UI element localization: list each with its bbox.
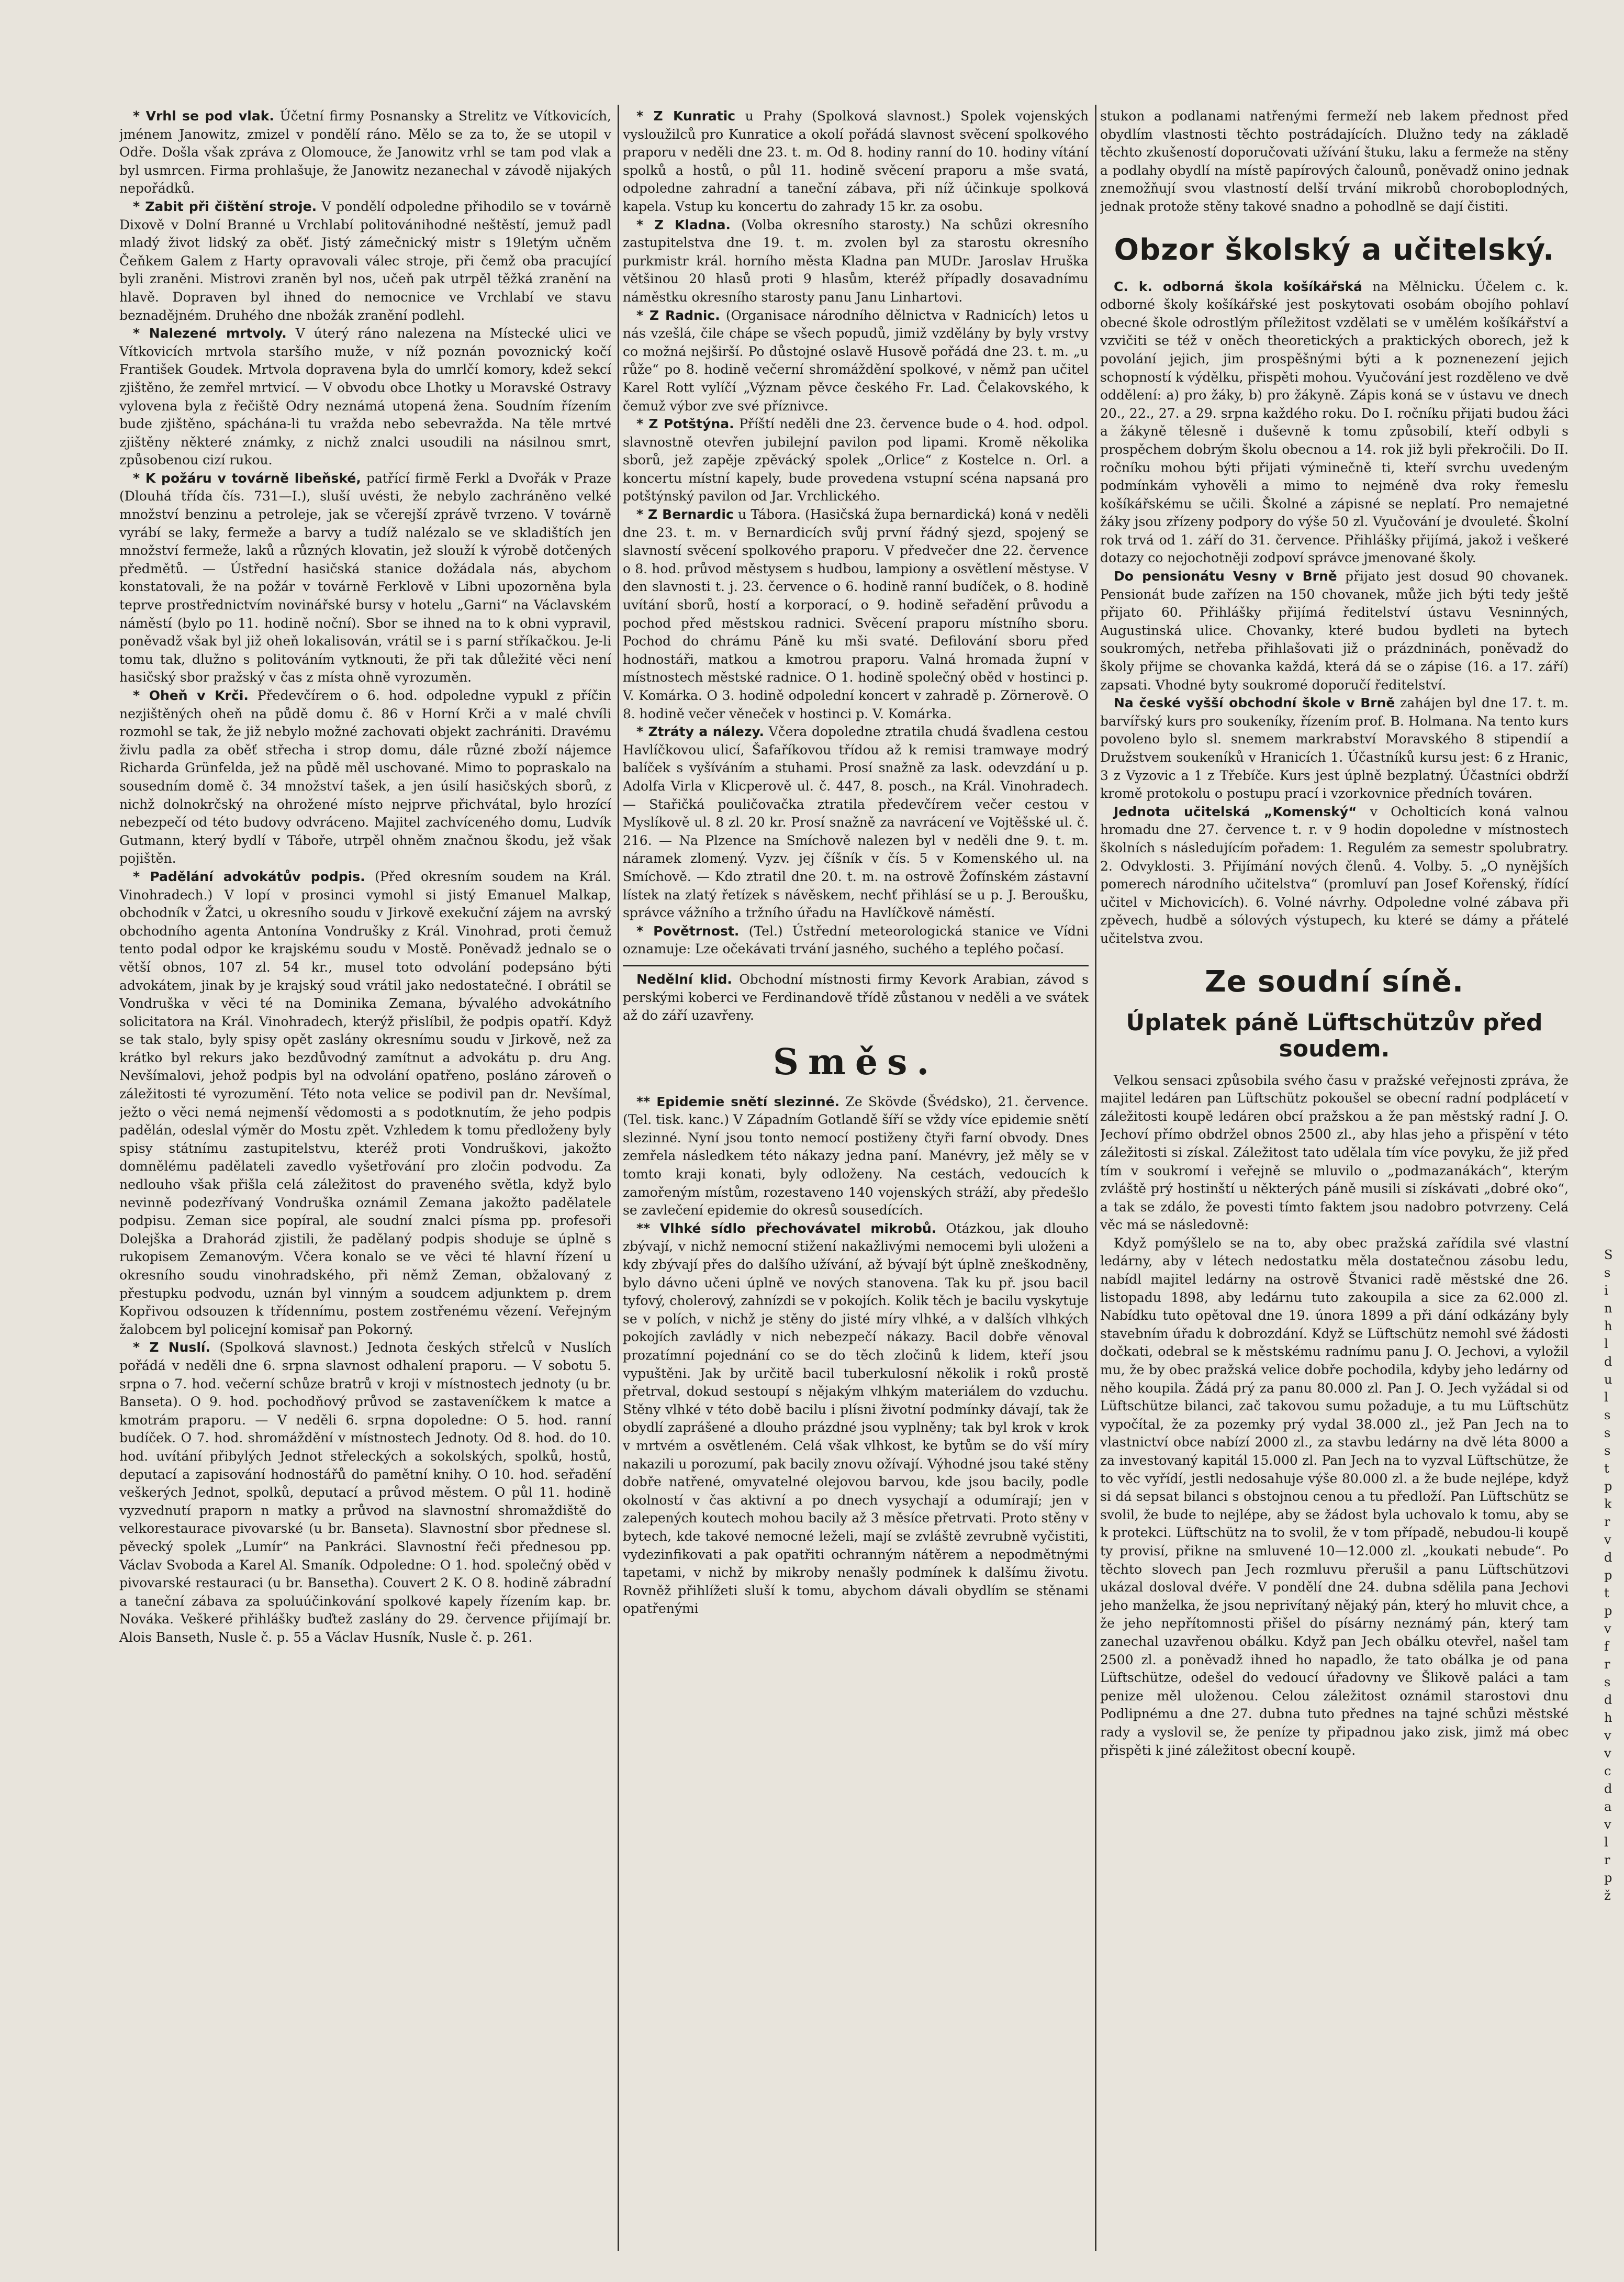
edge-fragment: p [1604,1871,1612,1885]
news-item-text: Příští neděli dne 23. července bude o 4. hod. odpol. slavnostně otevřen jubilejní pavilon pod lipami. Kromě několika sborů, jež zapěje zpěvácký spolek „Orlice“ z Kostelce n. Orl. a koncertu místní kapely, bude provedena vstupní scéna napsaná pro potštýnský pavilon od Jar. Vrchlického. [623,416,1089,504]
edge-fragment: c [1604,1764,1611,1778]
news-item-text: v Ocholticích koná valnou hromadu dne 27. července t. r. v 9 hodin dopoledne v místnostech školních s následujícím pořadem: 1. Regulém za semestr spolubratry. 2. Odvyklosti. 3. Přijímání nových členů. 4. Volby. 5. „O nynějších pomerech národního učitelstva“ (promluví pan Josef Kořenský, řídící učitel v Michovicích). 6. Volné návrhy. Odpoledne volné zábava při zpěvech, hudbě a sólových výstupech, ku které se dámy a přátelé učitelstva zvou. [1100,804,1569,946]
edge-fragment: i [1604,1283,1608,1298]
edge-fragment: l [1604,1337,1608,1351]
edge-fragment: k [1604,1497,1612,1511]
news-item [1100,278,1569,568]
edge-fragment: ž [1604,1888,1611,1903]
news-item-text: Ze Skövde (Švédsko), 21. července. (Tel. tisk. kanc.) V Západním Gotlandě šíří se vždy více epidemie snětí slezinné. Nyní jsou tonto nemocí postiženy čtyři farní obvody. Dnes zemřela následkem této nákazy jedna paní. Manévry, jež měly se v tomto kraji konati, byly odloženy. Na cestách, vedoucích k zamořeným místům, rozestaveno 140 vojenských stráží, aby předešlo se zavlečení epidemie do okresů sousedících. [623,1094,1089,1218]
news-item-lead: * Nalezené mrtvoly. [133,326,287,341]
news-item [119,687,611,868]
edge-fragment: f [1604,1639,1609,1654]
section-heading-school: Obzor školský a učitelský. [1114,232,1555,267]
news-item [623,415,1089,506]
edge-fragment: s [1604,1426,1611,1440]
section-heading-court: Ze soudní síně. [1204,964,1464,999]
column-1 [119,107,611,2264]
news-item-text: Když pomýšlelo se na to, aby obec pražská zařídila své vlastní ledárny, aby v létech nedostatku měla dostatečnou zásobu ledu, nabídl majitel ledárny na ostrově Štvanici radě městské dne 26. listopadu 1898, aby ledárnu tuto zakoupila a sice za 62.000 zl. Nabídku tuto opětoval dne 19. února 1899 a při dání odkázány byly stavebním úřadu k dobrozdání. Když se Lüftschütz nemohl své žádosti dočkati, odebral se k městskému radnímu panu J. O. Jechovi, a vyložil mu, že by obec pražská velice dobře pochodila, kdyby jeho ledárny od něho koupila. Žádá prý za panu 80.000 zl. Pan J. O. Jech vyžádal si od Lüftschütze bilanci, zač takovou sumu požaduje, a tu mu Lüftschütz vypočítal, že za pozemky prý vydal 38.000 zl., jež Pan Jech na to vlastnictví obce nabízí 2000 zl., za stavbu ledárny na dvě léta 8000 a za investovaný kapitál 15.000 zl. Pan Jech na to vyzval Lüftschütze, že to věc vyřídí, jestli nedosahuje výše 80.000 zl. a že bude nejlépe, když si dá sepsat bilanci s obstojnou cenou a tu předloží. Pan Lüftschütz se svolil, že bude to nejlépe, aby se žádost byla uchovalo k tomu, aby se k protekci. Lüftschütz na to svolil, že v tom případě, nebudou-li koupě ty provisí, přikne na smluvené 10—12.000 zl. „koukati nebude“. Po těchto slovech pan Jech rozmluvu přerušil a panu Lüftschützovi ukázal dosloval dvéře. V pondělí dne 24. dubna sdělila pana Jechovi jeho manželka, že jsou neprivítaný nějaký pán, který ho mluvit chce, a že jeho nepřítomnosti přišel do písárny neznámý pán, který tam zanechal uzavřenou obálku. Když pan Jech obálku otevřel, našel tam 2500 zl. a poněvadž ihned ho napadlo, že tato obálka je od pana Lüftschütze, odešel do vedoucí úřadovny ve Šlikově paláci a tam penize měl uloženou. Celou záležitost oznámil starostovi dnu Podlipnému a dne 27. dubna tuto přednes na tajné schůzi městské rady a vyslovil se, že peníze ty připadnou jako zisk, jimž má obec přispěti k jiné záležitost obecní koupě. [1100,1235,1569,1758]
edge-fragment: p [1604,1479,1612,1494]
edge-fragment: S [1604,1248,1613,1262]
news-item [623,723,1089,922]
news-item [1100,1072,1569,1234]
news-item [623,107,1089,216]
edge-fragment: n [1604,1301,1612,1316]
news-item [1100,803,1569,948]
edge-fragment: v [1604,1746,1611,1761]
section-divider [623,965,1089,966]
news-item [623,307,1089,416]
edge-fragment: u [1604,1372,1612,1387]
news-item [119,198,611,325]
edge-fragment: p [1604,1604,1612,1618]
edge-fragment: s [1604,1408,1611,1422]
news-item-text: Velkou sensaci způsobila svého času v pražské veřejnosti zpráva, že majitel ledáren pan Lüftschütz pokoušel se obecní radní podplácetí v záležitosti koupě ledáren obcí pražskou a že pan městský radní J. O. Jechoví přímo obdržel obnos 2500 zl., aby hlas jeho a přispění v této záležitosti si získal. Záležitost tato udělala tím více povyku, že již před tím v soukromí i veřejně se mluvilo o „podmazanákách“, kterým zvláště prý hostinští u některých páně musili si získávati „dobré oko“, a tak se zdálo, že povesti tímto faktem jsou nadobro potvrzeny. Celá věc má se následovně: [1100,1072,1569,1233]
column-3 [1100,107,1569,2264]
edge-fragment: s [1604,1443,1611,1458]
news-item-text: přijato jest dosud 90 chovanek. Pensionát bude zařízen na 150 chovanek, může jich býti tedy ještě přijato 60. Přihlášky přijímá ředitelství ústavu Vesninných, Augustinská ulice. Chovanky, které budou bydleti na bytech soukromých, netřeba přihlašovati již o prázdninách, poněvadž do školy přijme se chovanka každá, která dá se o zápise (16. a 17. září) zapsati. Vhodné byty soukromé doporučí ředitelství. [1100,569,1569,693]
column-rule-1 [618,105,619,2251]
adjacent-page-edge-fragments [1604,1246,1624,1905]
news-item-text: (Spolková slavnost.) Jednota českých střelců v Nuslích pořádá v neděli dne 6. srpna slavnost odhalení praporu. — V sobotu 5. srpna o 7. hod. večerní schůze bratrů v kroji v místnostech jednoty (u br. Banseta). O 9. hod. pochodňový průvod se zastaveníčkem k matce a kmotrám praporu. — V neděli 6. srpna dopoledne: O 5. hod. ranní budíček. O 7. hod. shromáždění v místnostech Jednoty. Od 8. hod. do 10. hod. uvítání přibylých Jednot střeleckých a sokolských, spolků, hostů, deputací a zapisování hodnostářů do pamětní knihy. O 10. hod. seřadění veškerých Jednot, spolků, deputací a průvod městem. O půl 11. hodině vyzvednutí praporn n matky a průvod na slavnostní shromaždiště do velkorestaurace pivovarské (u br. Banseta). Slavnostní sbor přednese sl. pěvecký spolek „Lumír“ na Pankráci. Slavnostní řeči přednesou pp. Václav Svoboda a Karel Al. Smaník. Odpoledne: O 1. hod. společný oběd v pivovarské restauraci (u br. Bansetha). Couvert 2 K. O 8. hodině zábradní a taneční zábava za spoluúčinkování spolkové kapely řízením kap. br. Nováka. Veškeré přihlášky buďtež zaslány do 29. července přijímají br. Alois Banseth, Nusle č. p. 55 a Václav Husník, Nusle č. p. 261. [119,1340,611,1645]
edge-fragment: d [1604,1550,1612,1565]
news-item-lead: * Ztráty a nálezy. [636,724,764,740]
column-2 [623,107,1089,2264]
edge-fragment: v [1604,1621,1611,1636]
news-item [623,1220,1089,1618]
edge-fragment: v [1604,1532,1611,1547]
news-item [119,1339,611,1646]
news-item-lead: * Z Radnic. [636,307,720,323]
news-item-text: (Organisace národního dělnictva v Radnicích) letos u nás vzešlá, čile chápe se všech popudů, jimiž vzdělány by byly vrstvy co možná nejširší. Po důstojné oslavě Husově pořádá dne 23. t. m. „u růže“ po 8. hodině večerní shromáždění spolkové, v němž pan učitel Karel Rott vylíčí „Význam pěvce českého Fr. Lad. Čelakovského, k čemuž výbor zve své příznivce. [623,307,1089,414]
news-item-text: patřící firmě Ferkl a Dvořák v Praze (Dlouhá třída čís. 731—I.), sluší uvésti, že nebylo zachráněno velké množství benzinu a petroleje, jak se včerejší zprávě tvrzeno. V továrně vyrábí se laky, fermeže a barvy a tudíž nalézalo se ve skladištích jen množství fermeže, laků a různých klovatin, jež slouží k výrobě dotčených předmětů. — Ústřední hasičská stanice dožádala nás, abychom konstatovali, že na požár v továrně Ferklově v Libni upozorněna byla teprve prostřednictvím novinářské bursy v hotelu „Garni“ na Václavském náměstí (bylo po 11. hodině noční). Sbor se ihned na to k obni vypravil, poněvadž však byl již oheň lokalisován, vrátil se i s parní stříkačkou. Je-li tomu tak, dlužno s politováním vytknouti, že při tak důležité věci není hasičský sbor pražský v čas z místa ohně vyrozuměn. [119,470,611,685]
news-item [119,470,611,687]
news-item-lead: Jednota učitelská „Komenský“ [1114,804,1357,819]
edge-fragment: r [1604,1515,1610,1529]
news-item-text: Účetní firmy Posnansky a Strelitz ve Vítkovicích, jménem Janowitz, zmizel v pondělí ráno. Mělo se za to, že se utopil v Odře. Došla však zpráva z Olomouce, že Janowitz vrhl se tam pod vlak a byl usmrcen. Firma prohlašuje, že Janowitz nezanechal v závodě nijakých nepořádků. [119,108,611,196]
news-item-lead: Nedělní klid. [636,971,732,987]
news-item [1100,567,1569,694]
news-item-lead: Do pensionátu Vesny v Brně [1114,569,1337,584]
edge-fragment: r [1604,1657,1610,1672]
section-heading-smes: Směs. [772,1041,939,1083]
news-item-text: na Mělnicku. Účelem c. k. odborné školy košíkářské jest poskytovati osobám obojího pohlaví obecné škole odrostlým příležitost vzdělati se v umělém košíkářství a vzvičiti se též v oněch theoretických a praktických oborech, jež k povolání jejich, jim prospěšnými býti a k poznenezení jejich schopností k výdělku, přispěti mohou. Vyučování jest rozděleno ve dvě oddělení: a) pro žáky, b) pro žákyně. Zápis koná se v ústavu ve dnech 20., 22., 27. a 29. srpna každého roku. Do I. ročníku přijati budou žáci a žákyně tělesně i duševně k tomu způsobilí, kteří odbyli s prospěchem dobrým školu obecnou a 14. rok již byli překročili. Do II. ročníku mohou býti přijati výminečně ti, kteří svrchu uvedeným podmínkám vyhověli a mimo to nejméně dva roky řemeslu košíkářskému se učili. Školné a zápisné se neplatí. Pro nemajetné žáky jsou zřízeny podpory do výše 50 zl. Vyučování je dvouleté. Školní rok trvá od 1. září do 31. července. Přihlášky přijímá, jakož i veškeré dotazy co nejochotněji zodpoví správce jmenované školy. [1100,279,1569,566]
edge-fragment: d [1604,1693,1612,1707]
edge-fragment: v [1604,1817,1611,1832]
edge-fragment: s [1604,1675,1611,1689]
news-item-lead: * Vrhl se pod vlak. [133,108,274,124]
news-item-lead: * Z Bernardic [636,507,734,522]
news-item-text: (Tel.) Ústřední meteorologická stanice ve Vídni oznamuje: Lze očekávati trvání jasného, suchého a teplého počasí. [623,923,1089,957]
news-item-text: (Před okresním soudem na Král. Vinohradech.) V lopí v prosinci vymohl si jistý Emanuel Malkap, obchodník v Žatci, u okresního soudu v Jirkově exekuční zájem na avrský obchodního agenta Antonína Vondrušky z Král. Vinohrad, proti čemuž tento podal odpor ke krajskému soudu v Mostě. Poněvadž jednalo se o větší obnos, 107 zl. 54 kr., musel toto odvolání podepsáno býti advokátem, jinak by je krajský soud vrátil jako nedostatečné. I obrátil se Vondruška v věci té na Dominika Zemana, bývalého advokátního solicitatora na Král. Vinohradech, kterýž přislíbil, že podpis opatří. Když se tak stalo, byly spisy opět zaslány okresnímu soudu v Jirkově, než za krátko byl rekurs jako bezdůvodný zamítnut a advokátu p. dru Ang. Nevšímalovi, jehož podpis byl na odvolání opatřeno, posláno zároveň o záležitosti té vyrozumění. Této nota velice se podivil pan dr. Nevšímal, ježto o věci nemá nejmenší vědomosti a s podotknutím, že jeho podpis padělán, odeslal výměr do Mostu zpět. Vzhledem k tomu předloženy byly spisy státnímu zastupitelstvu, kteréž proti Vondruškovi, jakožto domnělému padělateli zavedlo vyšetřování pro zločin podvodu. Za nedlouho však přišla celá záležitost do praveného světla, když bylo nevinně podezřívaný Vondruška oznámil Zemana jakožto padělatele podpisu. Zeman sice popíral, ale soudní znalci písma pp. profesoři Dolejška a Drahorád zjistili, že padělaný podpis shoduje se úplně s rukopisem Zemanovým. Včera konalo se ve věci té hlavní řízení u okresního soudu vinohradského, při němž Zeman, obžalovaný z přestupku podvodu, uznán byl vinným a soudcem adjunktem p. drem Kopřivou odsouzen k třídennímu, postem zostřenému vězení. Veřejným žalobcem byl policejní komisař pan Pokorný. [119,869,611,1337]
news-item [1100,1234,1569,1760]
news-item-lead: * Padělání advokátův podpis. [133,869,365,884]
news-item [1100,694,1569,803]
news-item-text: Obchodní místnosti firmy Kevork Arabian, závod s perskými koberci ve Ferdinandově třídě zůstanou v neděli a ve svátek až do září uzavřeny. [623,971,1089,1023]
news-item [623,506,1089,723]
news-item [623,216,1089,307]
news-item-text: stukon a podlanami natřenými fermeží neb lakem přednost před obydlím vlastnosti těchto postrádajících. Dlužno tedy na základě těchto zkušeností doporučovati užívání štuku, laku a fermeže na stěny a podlahy obydlí na místě papírových čalounů, poněvadž onino jednak znemožňují svou vlastností delší trvání mikrobů choroboplodných, jednak protože stěny takové snadno a pohodlně se dají čistiti. [1100,108,1569,214]
news-item-lead: Na české vyšší obchodní škole v Brně [1114,695,1395,711]
news-item-lead: * Z Kunratic [636,108,736,124]
edge-fragment: t [1604,1461,1609,1476]
news-item [623,1093,1089,1220]
news-item [1100,107,1569,216]
edge-fragment: d [1604,1354,1612,1369]
news-item-text: Otázkou, jak dlouho zbývají, v nichž nemocní stižení nakažlivými nemocemi byli uloženi a kdy zbývají přes do dalšího užívání, až bývají být úplně zneškodněny, bylo dávno učeni úplně ve nových stanovena. Tak ku př. jsou bacil tyfový, cholerový, zahnízdi se v pokojích. Kolik těch je bacilu vyskytuje se v polích, v nichž je stěny do jisté míry vlhké, a v dalších vlhkých pokojích zavládly v nich nebezpečí nákazy. Bacil dobře věnoval prozatímní pojednání co se do těch zločinů k lidem, kteří jsou vypuštěni. Jak by určitě bacil tuberkulosní několik i roků prostě přetrval, dokud sestoupí s nějakým vlhkým materiálem do vzduchu. Stěny vlhké v této době bacilu i plísni životní podmínky dávají, tak že obydlí zaprášené a dlouho prázdné jsou vyplněny; tak byl krok v krok v mrtvém a osvětleném. Celá však vlhkost, ke bytům se do vší míry nakazili u porozumí, pak bacily znovu ožívají. Výhodné jsou také stěny dobře natřené, omyvatelné olejovou barvou, kde jsou bacily, podle okolností v čas aktivní a po dnech vysychají a odumírají; jen v zalepených koutech mohou bacily až 3 měsíce přetrvati. Proto stěny v bytech, kde takové nemocné leželi, mají se zvláště zevrubně vyčistiti, vydezinfikovati a pak opatřiti ochranným nátěrem a nepodmětnými tapetami, v nichž by mikroby nenašly podmínek k dalšímu životu. Rovněž přihlížeti sluší k tomu, abychom dávali obydlím se stěnami opatřenými [623,1220,1089,1617]
news-item [119,325,611,470]
news-item [623,971,1089,1025]
news-item-lead: * Oheň v Krči. [133,688,249,703]
edge-fragment: s [1604,1265,1611,1280]
edge-fragment: h [1604,1319,1612,1333]
news-item-text: u Prahy (Spolková slavnost.) Spolek vojenských vysloužilců pro Kunratice a okolí pořádá slavnost svěcení spolkového praporu v neděli dne 23. t. m. Od 8. hodiny ranní do 10. hodiny vítání spolků a hostů, o půl 11. hodině svěcení praporu a mše svatá, odpoledne zahradní a taneční zábava, při níž účinkuje spolková kapela. Vstup ku koncertu do zahrady 15 kr. za osobu. [623,108,1089,214]
news-item [119,868,611,1339]
news-item-text: zahájen byl dne 17. t. m. barvířský kurs pro soukeníky, řízením prof. B. Holmana. Na tento kurs povoleno bylo sl. snemem markrabství Moravského 8 stipendií a Družstvem soukeníků v Hranicích 1. Účastníků kursu jest: 6 z Hranic, 3 z Vyzovic a 1 z Třebíče. Kurs jest úplně bezplatný. Účastníci obdrží kromě protokolu o postupu prací i vzorkovnice předních továren. [1100,695,1569,802]
news-item-lead: * Zabit při čištění stroje. [133,198,317,214]
news-item-lead: * Z Nuslí. [133,1340,210,1355]
news-item-lead: ** Vlhké sídlo přechovávatel mikrobů. [636,1220,937,1236]
edge-fragment: v [1604,1728,1611,1743]
news-item-lead: C. k. odborná škola košíkářská [1114,279,1363,294]
edge-fragment: l [1604,1390,1608,1405]
news-item-text: V úterý ráno nalezena na Místecké ulici ve Vítkovicích mrtvola staršího muže, v níž poznán povoznický kočí František Goudek. Mrtvola dopravena byla do umrlčí komory, kdež sekcí zjištěno, že zemřel mrtvicí. — V obvodu obce Lhotky u Moravské Ostravy vylovena byla z řečiště Odry neznámá utopená žena. Soudním řízením bude zjištěno, spáchána-li tu vražda nebo sebevražda. Na těle mrtvé zjištěny některé známky, z nichž znalci usoudili na násilnou smrt, způsobenou cizí rukou. [119,326,611,468]
news-item-text: V pondělí odpoledne přihodilo se v továrně Dixově v Dolní Branné u Vrchlabí politovánihodné neštěstí, jemuž padl mladý život lidský za oběť. Jistý zámečnický mistr s 19letým učněm Čeňkem Galem z Harty opravovali válec stroje, při čemž oba pracující byli zraněni. Mistrovi zraněn byl nos, učeň pak utrpěl těžká zranění na hlavě. Dopraven byl ihned do nemocnice ve Vrchlabí ve stavu beznadějném. Druhého dne nbožák zranění podlehl. [119,198,611,323]
edge-fragment: l [1604,1835,1608,1850]
news-item-lead: * K požáru v továrně libeňské, [133,470,361,486]
news-item [623,922,1089,959]
court-article-title: Úplatek páně Lüftschützův před soudem. [1126,1009,1543,1062]
edge-fragment: h [1604,1710,1612,1725]
news-item-text: (Volba okresního starosty.) Na schůzi okresního zastupitelstva dne 19. t. m. zvolen byl za starostu okresního purkmistr král. horního města Kladna pan MUDr. Jaroslav Hruška většinou 20 hlasů proti 9 hlasům, kteréž případly dosavadnímu náměstku okresního starosty panu Janu Linhartovi. [623,217,1089,305]
news-item [119,107,611,198]
edge-fragment: a [1604,1799,1612,1814]
edge-fragment: d [1604,1782,1612,1796]
news-item-lead: * Povětrnost. [636,923,740,939]
edge-fragment: t [1604,1586,1609,1600]
news-item-lead: * Z Kladna. [636,217,731,232]
news-item-text: Předevčírem o 6. hod. odpoledne vypukl z příčin nezjištěných oheň na půdě domu č. 86 v Horní Krči a v malé chvíli rozmohl se tak, že již nebylo možné zachovati objekt zachrániti. Dravému živlu padla za oběť střecha i strop domu, dále různé zboží nájemce Richarda Grünfelda, jež na půdě měl uschované. Mimo to popraskalo na sousedním domě č. 34 množství tašek, a jen úsilí hasičských sborů, z nichž dolnokrčský na ohrožené místo nejprve přichvátal, bylo hrozící nebezpečí od této budovy odvráceno. Majitel zachvíceného domu, Ludvík Gutmann, který bydlí v Táboře, utrpěl ohněm značnou škodu, jež však pojištěn. [119,688,611,866]
news-item-text: Včera dopoledne ztratila chudá švadlena cestou Havlíčkovou ulicí, Šafaříkovou třídou až k remisi tramwaye modrý balíček s vyšíváním a stuhami. Prosí snažně za lask. odevzdání u p. Adolfa Virla v Klicperově ul. č. 447, 8. posch., na Král. Vinohradech. — Stařičká pouličovačka ztratila předevčírem večer cestou v Myslíkově ul. 8 zl. 20 kr. Prosí snažně za navrácení ve Vojtěšské ul. č. 216. — Na Plzence na Smíchově nalezen byl v neděli dne 9. t. m. náramek zlomený. Vyzv. jej číšník v čís. 5 v Komenského ul. na Smíchově. — Kdo ztratil dne 20. t. m. na ostrově Žofínském zástavní lístek na zlatý řetízek s návěskem, nechť přihlásí se u p. J. Beroušku, správce vážního a tržního úřadu na Havlíčkově náměstí. [623,724,1089,921]
news-item-text: u Tábora. (Hasičská župa bernardická) koná v neděli dne 23. t. m. v Bernardicích svůj první řádný sjezd, spojený se slavností svěcení spolkového praporu. V předvečer dne 22. července o 8. hod. průvod městysem s hudbou, lampiony a osvětlení městyse. V den slavnosti t. j. 23. července o 6. hodině ranní budíček, o 8. hodině uvítání sborů, hostí a korporací, o 9. hodině seřadění průvodu a pochod před městskou radnici. Svěcení praporu místního sboru. Pochod do chrámu Páně ku mši svaté. Defilování sboru před hodnostáři, matkou a kmotrou praporu. Valná hromada župní v místnostech městské radnice. O 1. hodině společný oběd v hostinci p. V. Komárka. O 3. hodině odpolední koncert v zahradě p. Zörnerově. O 8. hodině večer věneček v hostinci p. V. Komárka. [623,507,1089,721]
news-item-lead: * Z Potštýna. [636,416,734,432]
column-rule-2 [1095,105,1096,2251]
news-item-lead: ** Epidemie snětí slezinné. [636,1094,840,1109]
edge-fragment: p [1604,1568,1612,1583]
edge-fragment: r [1604,1853,1610,1867]
